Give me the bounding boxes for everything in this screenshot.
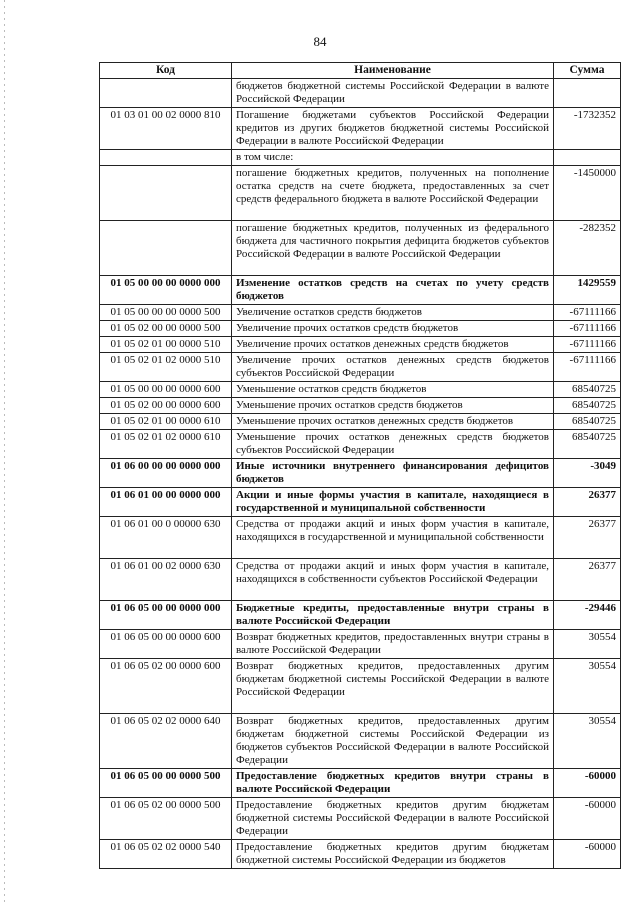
row-code <box>100 166 232 221</box>
row-name: Акции и иные формы участия в капитале, находящиеся в государственной и муниципальной собственности <box>232 488 554 517</box>
row-code: 01 06 05 02 00 0000 600 <box>100 659 232 714</box>
row-sum: 1429559 <box>554 276 621 305</box>
row-code: 01 05 02 00 00 0000 500 <box>100 321 232 337</box>
row-name: Изменение остатков средств на счетах по учету средств бюджетов <box>232 276 554 305</box>
table-row <box>100 108 621 150</box>
row-code: 01 05 02 01 00 0000 510 <box>100 337 232 353</box>
table-row <box>100 840 621 869</box>
row-sum: 30554 <box>554 714 621 769</box>
table-row <box>100 459 621 488</box>
row-sum: -1450000 <box>554 166 621 221</box>
row-name: Уменьшение остатков средств бюджетов <box>232 382 554 398</box>
row-name: в том числе: <box>232 150 554 166</box>
scan-margin-line <box>4 0 5 905</box>
row-sum: 68540725 <box>554 382 621 398</box>
table-row <box>100 321 621 337</box>
table-row <box>100 276 621 305</box>
row-sum: -60000 <box>554 840 621 869</box>
table-row <box>100 305 621 321</box>
table-row <box>100 221 621 276</box>
table-row <box>100 337 621 353</box>
row-code: 01 05 00 00 00 0000 600 <box>100 382 232 398</box>
row-name: Предоставление бюджетных кредитов внутри страны в валюте Российской Федерации <box>232 769 554 798</box>
table-header-row <box>100 63 621 79</box>
row-sum: -67111166 <box>554 353 621 382</box>
row-name: Уменьшение прочих остатков денежных средств бюджетов субъектов Российской Федерации <box>232 430 554 459</box>
row-name: Иные источники внутреннего финансирования дефицитов бюджетов <box>232 459 554 488</box>
table-row <box>100 488 621 517</box>
table-row <box>100 798 621 840</box>
row-code: 01 06 05 00 00 0000 000 <box>100 601 232 630</box>
row-code <box>100 221 232 276</box>
row-sum: -67111166 <box>554 337 621 353</box>
row-code <box>100 150 232 166</box>
row-code: 01 05 02 01 02 0000 610 <box>100 430 232 459</box>
table-row <box>100 714 621 769</box>
row-sum <box>554 79 621 108</box>
table-row <box>100 517 621 559</box>
table-row <box>100 150 621 166</box>
header-code: Код <box>100 63 232 79</box>
table-row <box>100 430 621 459</box>
row-sum <box>554 150 621 166</box>
table-body <box>100 79 621 869</box>
budget-sources-table <box>99 62 621 869</box>
table-row <box>100 382 621 398</box>
row-name: погашение бюджетных кредитов, полученных на пополнение остатка средств на счете бюджета, предоставленных за счет средств федерального бюджета в валюте Российской Федерации <box>232 166 554 221</box>
row-code: 01 03 01 00 02 0000 810 <box>100 108 232 150</box>
row-sum: 68540725 <box>554 430 621 459</box>
table-row <box>100 79 621 108</box>
row-code: 01 06 00 00 00 0000 000 <box>100 459 232 488</box>
table-row <box>100 559 621 601</box>
row-code: 01 06 05 02 02 0000 540 <box>100 840 232 869</box>
page-number: 84 <box>313 34 327 49</box>
table-row <box>100 630 621 659</box>
row-sum: -282352 <box>554 221 621 276</box>
row-code: 01 06 01 00 00 0000 000 <box>100 488 232 517</box>
row-code: 01 06 05 02 02 0000 640 <box>100 714 232 769</box>
row-code: 01 06 05 00 00 0000 500 <box>100 769 232 798</box>
row-code: 01 05 00 00 00 0000 000 <box>100 276 232 305</box>
row-code: 01 06 05 00 00 0000 600 <box>100 630 232 659</box>
row-sum: 26377 <box>554 488 621 517</box>
row-sum: -60000 <box>554 769 621 798</box>
row-code <box>100 79 232 108</box>
row-name: Средства от продажи акций и иных форм участия в капитале, находящихся в собственности субъектов Российской Федерации <box>232 559 554 601</box>
row-name: Уменьшение прочих остатков денежных средств бюджетов <box>232 414 554 430</box>
row-sum: 26377 <box>554 517 621 559</box>
row-name: погашение бюджетных кредитов, полученных из федерального бюджета для частичного покрытия дефицита бюджетов субъектов Российской Федерации в валюте Российской Федерации <box>232 221 554 276</box>
row-name: Увеличение остатков средств бюджетов <box>232 305 554 321</box>
row-name: Предоставление бюджетных кредитов другим бюджетам бюджетной системы Российской Федерации из бюджетов <box>232 840 554 869</box>
row-name: Увеличение прочих остатков денежных средств бюджетов <box>232 337 554 353</box>
row-sum: -67111166 <box>554 321 621 337</box>
table-row <box>100 601 621 630</box>
row-name: Уменьшение прочих остатков средств бюджетов <box>232 398 554 414</box>
row-sum: -67111166 <box>554 305 621 321</box>
row-name: Погашение бюджетами субъектов Российской Федерации кредитов из других бюджетов бюджетной системы Российской Федерации в валюте Российской Федерации <box>232 108 554 150</box>
row-code: 01 06 01 00 0 00000 630 <box>100 517 232 559</box>
row-name: Средства от продажи акций и иных форм участия в капитале, находящихся в государственной и муниципальной собственности <box>232 517 554 559</box>
row-name: Возврат бюджетных кредитов, предоставленных другим бюджетам бюджетной системы Российской Федерации в валюте Российской Федерации <box>232 659 554 714</box>
table-row <box>100 769 621 798</box>
row-sum: 68540725 <box>554 414 621 430</box>
header-sum: Сумма <box>554 63 621 79</box>
row-name: Увеличение прочих остатков денежных средств бюджетов субъектов Российской Федерации <box>232 353 554 382</box>
table-row <box>100 166 621 221</box>
row-sum: 30554 <box>554 659 621 714</box>
row-name: Бюджетные кредиты, предоставленные внутри страны в валюте Российской Федерации <box>232 601 554 630</box>
row-code: 01 05 02 01 02 0000 510 <box>100 353 232 382</box>
table-row <box>100 398 621 414</box>
row-name: бюджетов бюджетной системы Российской Федерации в валюте Российской Федерации <box>232 79 554 108</box>
header-name: Наименование <box>232 63 554 79</box>
table-row <box>100 414 621 430</box>
row-code: 01 06 05 02 00 0000 500 <box>100 798 232 840</box>
table-row <box>100 353 621 382</box>
row-sum: 30554 <box>554 630 621 659</box>
row-sum: -29446 <box>554 601 621 630</box>
row-sum: -60000 <box>554 798 621 840</box>
row-name: Увеличение прочих остатков средств бюджетов <box>232 321 554 337</box>
row-code: 01 05 02 00 00 0000 600 <box>100 398 232 414</box>
row-name: Предоставление бюджетных кредитов другим бюджетам бюджетной системы Российской Федерации в валюте Российской Федерации <box>232 798 554 840</box>
row-code: 01 05 00 00 00 0000 500 <box>100 305 232 321</box>
row-name: Возврат бюджетных кредитов, предоставленных другим бюджетам бюджетной системы Российской Федерации из бюджетов субъектов Российской Федерации в валюте Российской Федерации <box>232 714 554 769</box>
table-row <box>100 659 621 714</box>
row-code: 01 06 01 00 02 0000 630 <box>100 559 232 601</box>
row-name: Возврат бюджетных кредитов, предоставленных внутри страны в валюте Российской Федерации <box>232 630 554 659</box>
row-code: 01 05 02 01 00 0000 610 <box>100 414 232 430</box>
row-sum: -3049 <box>554 459 621 488</box>
row-sum: 68540725 <box>554 398 621 414</box>
row-sum: -1732352 <box>554 108 621 150</box>
row-sum: 26377 <box>554 559 621 601</box>
